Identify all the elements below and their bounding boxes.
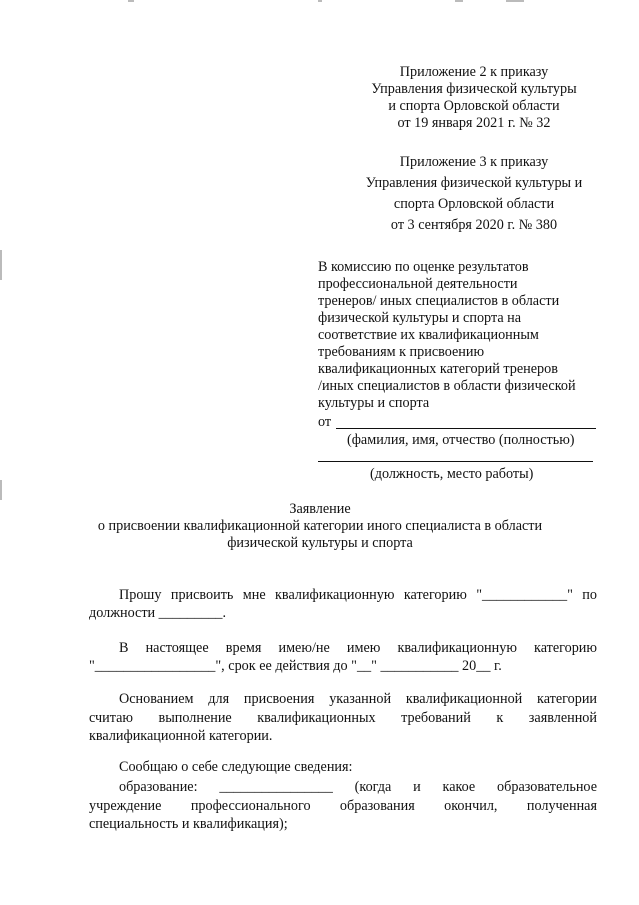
paragraph-1-line: должности _________. — [89, 605, 227, 621]
addressee-line: /иных специалистов в области физической — [318, 378, 576, 394]
paragraph-4-line: Сообщаю о себе следующие сведения: — [119, 759, 353, 775]
appendix-2-line: Управления физической культуры — [371, 81, 577, 97]
appendix-2-block — [352, 64, 596, 132]
scan-mark-top — [128, 0, 134, 2]
scan-mark-left — [0, 480, 2, 500]
paragraph-2-line: В настоящее время имею/не имею квалификационную категорию — [119, 640, 597, 656]
appendix-2-line: от 19 января 2021 г. № 32 — [397, 115, 551, 131]
addressee-line: квалификационных категорий тренеров — [318, 361, 558, 377]
paragraph-2-line: "_________________", срок ее действия до "__" ___________ 20__ г. — [89, 658, 502, 674]
paragraph-4-line: специальность и квалификация); — [89, 816, 288, 832]
paragraph-3-line: Основанием для присвоения указанной квалификационной категории — [119, 691, 597, 707]
paragraph-4-line: образование: ________________ (когда и какое образовательное — [119, 779, 597, 795]
scan-mark-left — [0, 250, 2, 280]
addressee-line: физической культуры и спорта на — [318, 310, 522, 326]
paragraph-3-line: квалификационной категории. — [89, 728, 273, 744]
addressee-line: требованиям к присвоению — [318, 344, 485, 360]
from-label: от — [318, 414, 332, 430]
name-fill-line — [336, 428, 596, 429]
name-hint: (фамилия, имя, отчество (полностью) — [347, 432, 575, 448]
addressee-line: профессиональной деятельности — [318, 276, 518, 292]
addressee-line: тренеров/ иных специалистов в области — [318, 293, 560, 309]
title-line: физической культуры и спорта — [227, 535, 413, 551]
statement-title — [20, 501, 620, 552]
scan-mark-top — [318, 0, 322, 2]
appendix-2-line: и спорта Орловской области — [388, 98, 560, 114]
position-fill-line — [318, 461, 593, 462]
addressee-line: культуры и спорта — [318, 395, 430, 411]
appendix-3-line: Приложение 3 к приказу — [399, 154, 549, 170]
appendix-3-line: спорта Орловской области — [393, 196, 555, 212]
addressee-block — [318, 259, 603, 412]
appendix-3-line: от 3 сентября 2020 г. № 380 — [390, 217, 558, 233]
addressee-line: соответствие их квалификационным — [318, 327, 539, 343]
paragraph-1-line: Прошу присвоить мне квалификационную категорию "____________" по — [119, 587, 597, 603]
scan-mark-top — [455, 0, 463, 2]
title-line: о присвоении квалификационной категории иного специалиста в области — [97, 518, 543, 534]
appendix-2-line: Приложение 2 к приказу — [399, 64, 549, 80]
paragraph-4-line: учреждение профессионального образования окончил, полученная — [89, 798, 597, 814]
paragraph-3-line: считаю выполнение квалификационных требований к заявленной — [89, 710, 597, 726]
appendix-3-line: Управления физической культуры и — [365, 175, 583, 191]
title-line: Заявление — [289, 501, 351, 517]
addressee-line: В комиссию по оценке результатов — [318, 259, 529, 275]
position-hint: (должность, место работы) — [370, 466, 534, 482]
scan-mark-top — [506, 0, 524, 2]
appendix-3-block — [352, 152, 596, 236]
